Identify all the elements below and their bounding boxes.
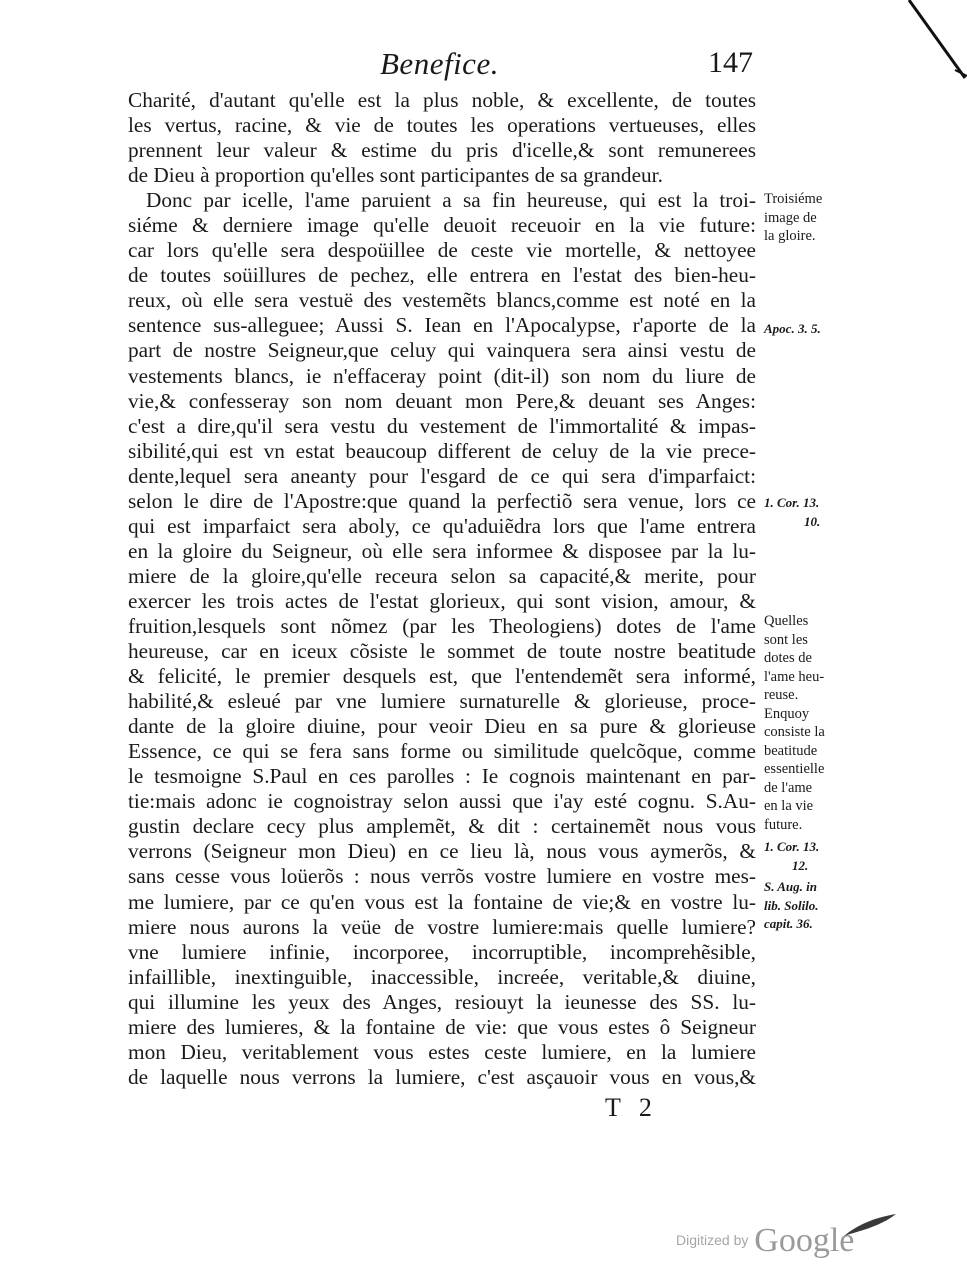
margin-note-line: de l'ame <box>764 779 813 796</box>
margin-note-line: Enquoy <box>764 705 810 722</box>
margin-ref-augustine <box>764 878 819 934</box>
margin-note-line: future. <box>764 816 803 833</box>
text-line: siéme & derniere image qu'elle deuoit receuoir en la vie future: <box>128 213 756 238</box>
text-line: verrons (Seigneur mon Dieu) en ce lieu là, nous vous aymerõs, & <box>128 839 756 864</box>
text-line: Charité, d'autant qu'elle est la plus noble, & excellente, de toutes <box>128 88 756 112</box>
margin-note-line: dotes de <box>764 650 812 666</box>
margin-note-line: Quelles <box>764 613 809 629</box>
margin-ref-line: capit. 36. <box>764 916 813 931</box>
margin-note-line: Troisiéme <box>764 191 823 207</box>
running-head: Benefice. <box>380 46 499 81</box>
text-line: qui illumine les yeux des Anges, resiouyt la ieunesse des SS. lu- <box>128 989 756 1014</box>
margin-ref-corinthians-1 <box>764 494 820 531</box>
main-text-block <box>128 88 756 1090</box>
margin-ref-apocalypse <box>764 320 821 339</box>
margin-ref-line: lib. Solilo. <box>764 897 819 913</box>
text-line: vie,& confesseray son nom deuant mon Pere,& deuant ses Anges: <box>128 388 756 413</box>
text-line: fruition,lesquels sont nõmez (par les Theologiens) dotes de l'ame <box>128 613 756 638</box>
text-line: habilité,& esleué par vne lumiere surnaturelle & glorieuse, proce- <box>128 689 756 714</box>
margin-note-line: la gloire. <box>764 228 816 244</box>
text-line: Donc par icelle, l'ame paruient a sa fin heureuse, qui est la troi- <box>146 188 756 213</box>
text-line: & felicité, le premier desquels est, que l'entendemẽt sera informé, <box>128 664 756 689</box>
margin-ref-line: S. Aug. in <box>764 879 817 894</box>
margin-note-dotes-de-lame <box>764 612 825 834</box>
text-line: de laquelle nous verrons la lumiere, c'est asçauoir vous en vous,& <box>128 1064 756 1089</box>
margin-ref-line: Apoc. 3. 5. <box>764 321 821 336</box>
text-line: Essence, ce qui se fera sans forme ou similitude quelcõque, comme <box>128 739 756 764</box>
margin-note-line: image de <box>764 209 817 226</box>
margin-note-line: essentielle <box>764 761 825 777</box>
page-corner-fold-line <box>907 0 967 90</box>
margin-note-line: sont les <box>764 631 808 648</box>
text-line: car lors qu'elle sera despoüillee de ceste vie mortelle, & nettoyee <box>128 238 756 263</box>
margin-ref-corinthians-2 <box>764 838 819 875</box>
text-line: tie:mais adonc ie cognoistray selon aussi que i'ay esté cognu. S.Au- <box>128 789 756 814</box>
text-line: sibilité,qui est vn estat beaucoup different de celuy de la vie prece- <box>128 438 756 463</box>
margin-note-line: reuse. <box>764 687 799 703</box>
margin-note-line: beatitude <box>764 742 818 759</box>
digitized-by-label: Digitized by <box>676 1232 749 1248</box>
text-line: vne lumiere infinie, incorporee, incorruptible, incomprehẽsible, <box>128 939 756 964</box>
text-line: de Dieu à proportion qu'elles sont participantes de sa grandeur. <box>128 163 663 188</box>
text-line: les vertus, racine, & vie de toutes les operations vertueuses, elles <box>128 113 756 138</box>
text-line: vestements blancs, ie n'effaceray point (dit-il) son nom du liure de <box>128 363 756 388</box>
text-line: exercer les trois actes de l'estat glorieux, qui sont vision, amour, & <box>128 588 756 613</box>
margin-note-line: consiste la <box>764 724 825 740</box>
text-line: selon le dire de l'Apostre:que quand la perfectiõ sera venue, lors ce <box>128 488 756 513</box>
text-line: miere des lumieres, & la fontaine de vie: que vous estes ô Seigneur <box>128 1014 756 1039</box>
text-line: gustin declare cecy plus amplemẽt, & dit : certainemẽt nous vous <box>128 814 756 839</box>
margin-ref-line: 1. Cor. 13. <box>764 495 820 510</box>
text-line: miere nous aurons la veüe de vostre lumiere:mais quelle lumiere? <box>128 914 756 939</box>
text-line: dente,lequel sera aneanty pour l'esgard de ce qui sera d'imparfaict: <box>128 463 756 488</box>
margin-note-troisieme-image <box>764 190 822 246</box>
text-line: c'est a dire,qu'il sera vestu du vestement de l'immortalité & impas- <box>128 413 756 438</box>
margin-ref-line: 10. <box>804 513 821 529</box>
margin-ref-line: 12. <box>792 857 809 873</box>
text-line: en la gloire du Seigneur, où elle sera informee & disposee par la lu- <box>128 538 756 563</box>
text-line: mon Dieu, veritablement vous estes ceste lumiere, en la lumiere <box>128 1039 756 1064</box>
text-line: heureuse, car en iceux cõsiste le sommet de toute nostre beatitude <box>128 639 756 664</box>
text-line: part de nostre Seigneur,que celuy qui vainquera sera ainsi vestu de <box>128 338 756 363</box>
digitized-by-watermark <box>676 1222 854 1260</box>
text-line: dante de la gloire diuine, pour veoir Dieu en sa pure & glorieuse <box>128 714 756 739</box>
margin-note-line: en la vie <box>764 798 814 814</box>
signature-mark: T 2 <box>605 1093 658 1122</box>
quill-pen-icon <box>842 1212 898 1238</box>
margin-note-line: l'ame heu- <box>764 668 825 685</box>
google-logo-text: Google <box>754 1222 855 1259</box>
text-line: le tesmoigne S.Paul en ces parolles : Ie cognois maintenant en par- <box>128 764 756 789</box>
text-line: miere de la gloire,qu'elle receura selon sa capacité,& merite, pour <box>128 563 756 588</box>
text-line: sentence sus-alleguee; Aussi S. Iean en l'Apocalypse, r'aporte de la <box>128 313 756 338</box>
text-line: infaillible, inextinguible, inaccessible, increée, veritable,& diuine, <box>128 964 756 989</box>
text-line: sans cesse vous loüerõs : nous verrõs vostre lumiere en vostre mes- <box>128 864 756 889</box>
margin-ref-line: 1. Cor. 13. <box>764 839 820 854</box>
page-number: 147 <box>708 46 753 79</box>
text-line: prennent leur valeur & estime du pris d'icelle,& sont remunerees <box>128 138 756 163</box>
text-line: me lumiere, par ce qu'en vous est la fontaine de vie;& en vostre lu- <box>128 889 756 914</box>
text-line: de toutes soüillures de pechez, elle entrera en l'estat des bien-heu- <box>128 263 756 288</box>
text-line: qui est imparfaict sera aboly, ce qu'aduiẽdra lors que l'ame entrera <box>128 513 756 538</box>
text-line: reux, où elle sera vestuë des vestemẽts blancs,comme est noté en la <box>128 288 756 313</box>
